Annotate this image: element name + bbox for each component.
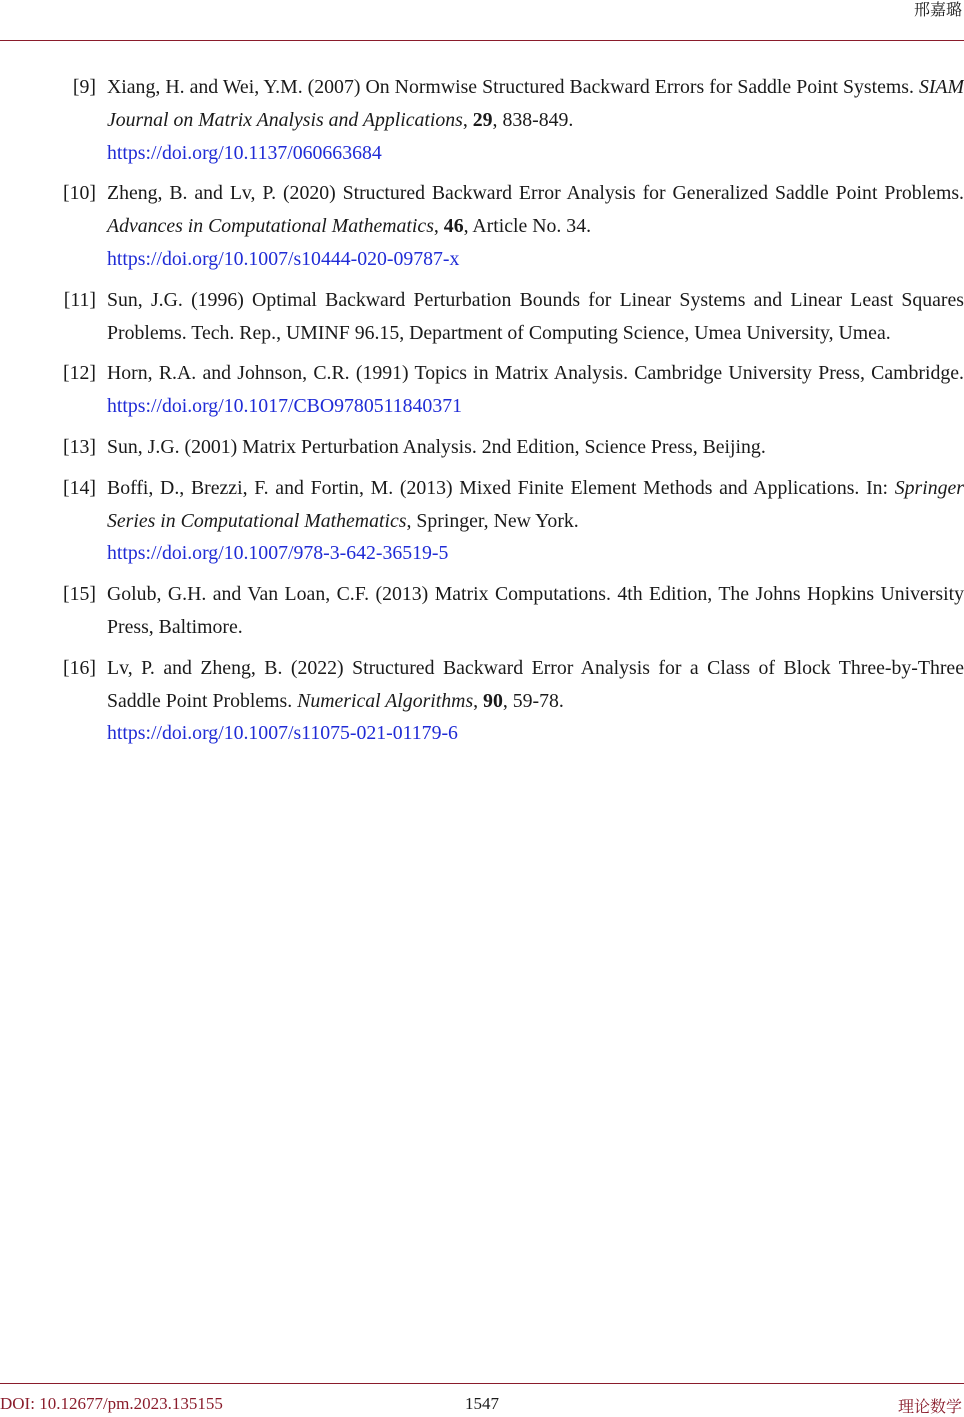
reference-item [0, 431, 964, 464]
reference-body [107, 71, 964, 169]
reference-volume: 29 [472, 108, 493, 131]
reference-text: Lv, P. and Zheng, B. (2022) Structured Backward Error Analysis for a Class of Block Three-by-Three Saddle Point Problems. [107, 656, 964, 712]
reference-number: [12] [63, 362, 96, 385]
reference-text: Boffi, D., Brezzi, F. and Fortin, M. (2013) Mixed Finite Element Methods and Applications. In: [107, 476, 895, 499]
reference-venue: Advances in Computational Mathematics [107, 215, 434, 238]
reference-pages: , 59-78. [502, 689, 564, 712]
reference-pages: , Article No. 34. [463, 215, 592, 238]
reference-body [107, 652, 964, 750]
reference-venue: SIAM Journal on Matrix Analysis and Applications [107, 76, 964, 131]
page-number: 1547 [465, 1394, 499, 1413]
reference-venue: Springer Series in Computational Mathematics [107, 476, 964, 532]
reference-pages: , Springer, New York. [406, 509, 579, 532]
header-author: 邢嘉璐 [913, 0, 962, 19]
reference-number: [14] [63, 476, 96, 499]
reference-venue: Numerical Algorithms [297, 689, 474, 712]
reference-sep: , [433, 215, 444, 238]
reference-doi-link[interactable]: https://doi.org/10.1137/060663684 [107, 141, 382, 164]
reference-number: [13] [63, 435, 96, 458]
reference-doi-link[interactable]: https://doi.org/10.1007/978-3-642-36519-5 [107, 542, 449, 565]
reference-number: [16] [63, 656, 96, 679]
reference-text: Horn, R.A. and Johnson, C.R. (1991) Topics in Matrix Analysis. Cambridge University Press, Cambridge. [107, 362, 964, 385]
reference-item [0, 71, 964, 169]
reference-text: Sun, J.G. (1996) Optimal Backward Perturbation Bounds for Linear Systems and Linear Least Squares Problems. Tech. Rep., UMINF 96.15, Department of Computing Science, Umea University, Umea. [107, 288, 964, 344]
reference-body [107, 472, 964, 570]
reference-item [0, 284, 964, 350]
reference-number: [15] [63, 583, 96, 606]
reference-volume: 46 [443, 215, 464, 238]
reference-item [0, 652, 964, 750]
reference-item [0, 357, 964, 423]
reference-item [0, 578, 964, 644]
reference-body [107, 357, 964, 423]
reference-doi-link[interactable]: https://doi.org/10.1007/s10444-020-09787-x [107, 247, 460, 270]
reference-pages: , 838-849. [492, 108, 574, 131]
reference-number: [11] [63, 288, 96, 311]
reference-list [0, 71, 964, 758]
reference-volume: 90 [483, 689, 503, 712]
reference-body [107, 177, 964, 275]
reference-item [0, 177, 964, 275]
reference-text: Xiang, H. and Wei, Y.M. (2007) On Normwise Structured Backward Errors for Saddle Point Systems. [107, 76, 919, 98]
reference-text: Sun, J.G. (2001) Matrix Perturbation Analysis. 2nd Edition, Science Press, Beijing. [107, 435, 766, 458]
reference-sep: , [462, 108, 473, 131]
reference-sep: , [473, 689, 484, 712]
reference-number: [10] [63, 182, 96, 205]
page-header [0, 0, 964, 41]
reference-doi-link[interactable]: https://doi.org/10.1007/s11075-021-01179-6 [107, 722, 458, 745]
reference-body [107, 284, 964, 350]
footer-journal-name: 理论数学 [897, 1397, 962, 1416]
reference-body [107, 578, 964, 644]
reference-number: [9] [72, 76, 96, 98]
reference-text: Golub, G.H. and Van Loan, C.F. (2013) Matrix Computations. 4th Edition, The Johns Hopkins University Press, Baltimore. [107, 583, 964, 638]
reference-body [107, 431, 964, 464]
page-footer [0, 1383, 964, 1415]
footer-doi: DOI: 10.12677/pm.2023.135155 [0, 1394, 223, 1413]
reference-item [0, 472, 964, 570]
reference-doi-link[interactable]: https://doi.org/10.1017/CBO9780511840371 [107, 395, 462, 418]
reference-text: Zheng, B. and Lv, P. (2020) Structured Backward Error Analysis for Generalized Saddle Point Problems. [107, 182, 964, 205]
